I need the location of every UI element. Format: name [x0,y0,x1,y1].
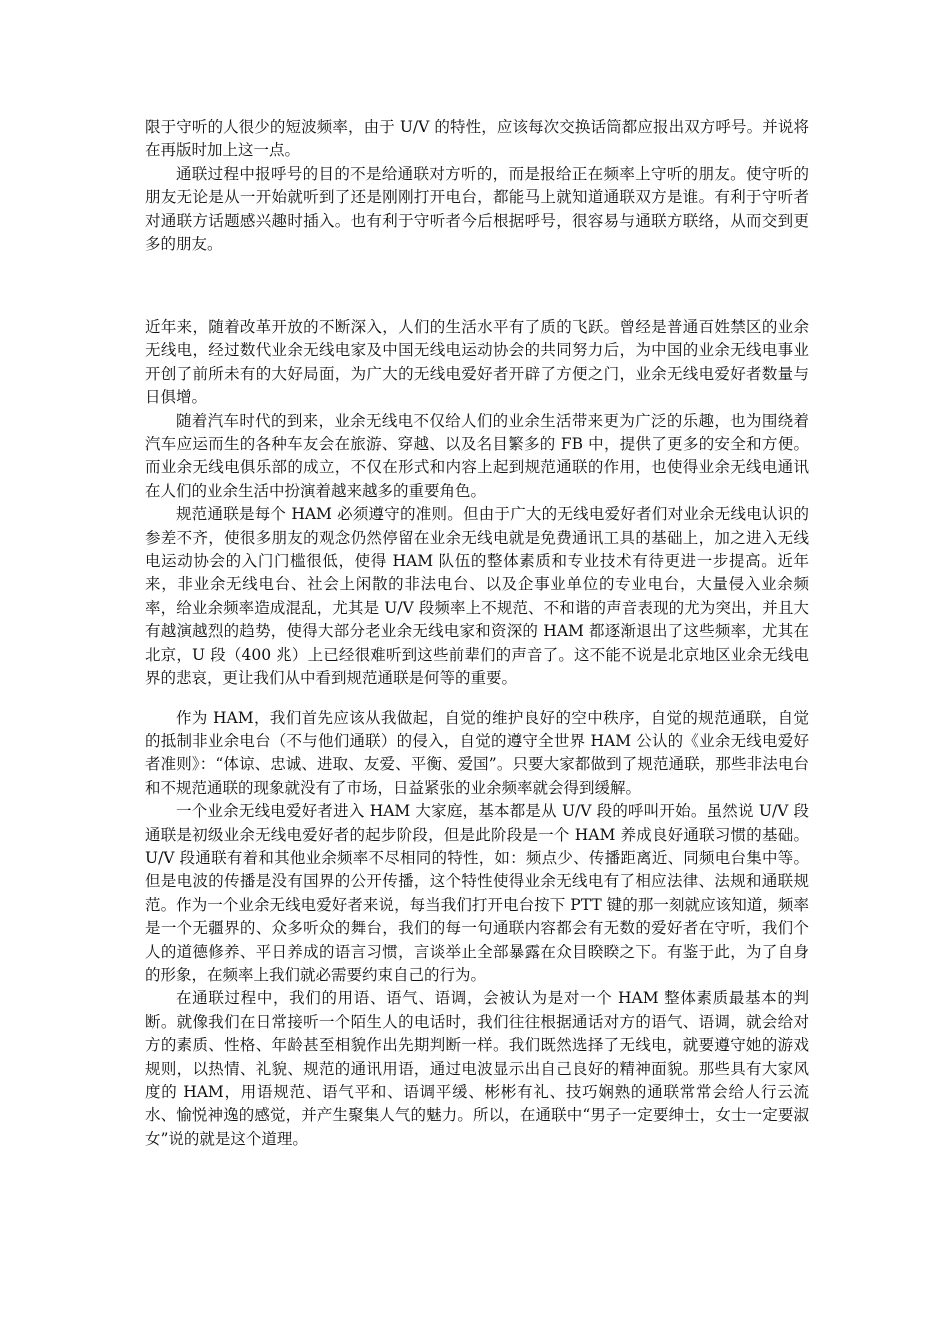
intro-paragraph-2: 通联过程中报呼号的目的不是给通联对方听的，而是报给正在频率上守听的朋友。使守听的朋友无论是从一开始就听到了还是刚刚打开电台，都能马上就知道通联双方是谁。有利于守听者对通联方话题感兴趣时插入。也有利于守听者今后根据呼号，很容易与通联方联络，从而交到更多的朋友。 [145,164,809,254]
body-paragraph-6: 在通联过程中，我们的用语、语气、语调，会被认为是对一个 HAM 整体素质最基本的判断。就像我们在日常接听一个陌生人的电话时，我们往往根据通话对方的语气、语调，就会给对方的素质、性格、年龄甚至相貌作出先期判断一样。我们既然选择了无线电，就要遵守她的游戏规则，以热情、礼貌、规范的通讯用语，通过电波显示出自己良好的精神面貌。那些具有大家风度的 HAM，用语规范、语气平和、语调平缓、彬彬有礼、技巧娴熟的通联常常会给人行云流水、愉悦神逸的感觉，并产生聚集人气的魅力。所以，在通联中“男子一定要绅士，女士一定要淑女”说的就是这个道理。 [145,989,809,1148]
intro-paragraph-1: 限于守听的人很少的短波频率，由于 U/V 的特性，应该每次交换话筒都应报出双方呼号。并说将在再版时加上这一点。 [145,118,809,160]
body-section [145,316,809,1151]
intro-section [145,116,809,256]
body-paragraph-1: 近年来，随着改革开放的不断深入，人们的生活水平有了质的飞跃。曾经是普通百姓禁区的业余无线电，经过数代业余无线电家及中国无线电运动协会的共同努力后，为中国的业余无线电事业开创了前所未有的大好局面，为广大的无线电爱好者开辟了方便之门，业余无线电爱好者数量与日俱增。 [145,318,809,407]
body-paragraph-4: 作为 HAM，我们首先应该从我做起，自觉的维护良好的空中秩序，自觉的规范通联，自觉的抵制非业余电台（不与他们通联）的侵入，自觉的遵守全世界 HAM 公认的《业余无线电爱好者准则》：“体谅、忠诚、进取、友爱、平衡、爱国”。只要大家都做到了规范通联，那些非法电台和不规范通联的现象就没有了市场，日益紧张的业余频率就会得到缓解。 [145,708,809,797]
body-paragraph-3: 规范通联是每个 HAM 必须遵守的准则。但由于广大的无线电爱好者们对业余无线电认识的参差不齐，使很多朋友的观念仍然停留在业余无线电就是免费通讯工具的基础上，加之进入无线电运动协会的入门门槛很低，使得 HAM 队伍的整体素质和专业技术有待更进一步提高。近年来，非业余无线电台、社会上闲散的非法电台、以及企事业单位的专业电台，大量侵入业余频率，给业余频率造成混乱，尤其是 U/V 段频率上不规范、不和谐的声音表现的尤为突出，并且大有越演越烈的趋势，使得大部分老业余无线电家和资深的 HAM 都逐渐退出了这些频率，尤其在北京，U 段（400 兆）上已经很难听到这些前辈们的声音了。这不能不说是北京地区业余无线电界的悲哀，更让我们从中看到规范通联是何等的重要。 [145,505,809,688]
body-paragraph-2: 随着汽车时代的到来，业余无线电不仅给人们的业余生活带来更为广泛的乐趣，也为围绕着汽车应运而生的各种车友会在旅游、穿越、以及名目繁多的 FB 中，提供了更多的安全和方便。而业余无线电俱乐部的成立，不仅在形式和内容上起到规范通联的作用，也使得业余无线电通讯在人们的业余生活中扮演着越来越多的重要角色。 [145,411,809,500]
body-paragraph-5: 一个业余无线电爱好者进入 HAM 大家庭，基本都是从 U/V 段的呼叫开始。虽然说 U/V 段通联是初级业余无线电爱好者的起步阶段，但是此阶段是一个 HAM 养成良好通联习惯的基础。U/V 段通联有着和其他业余频率不尽相同的特性，如：频点少、传播距离近、同频电台集中等。但是电波的传播是没有国界的公开传播，这个特性使得业余无线电有了相应法律、法规和通联规范。作为一个业余无线电爱好者来说，每当我们打开电台按下 PTT 键的那一刻就应该知道，频率是一个无疆界的、众多听众的舞台，我们的每一句通联内容都会有无数的爱好者在守听，我们个人的道德修养、平日养成的语言习惯，言谈举止全部暴露在众目睽睽之下。有鉴于此，为了自身的形象，在频率上我们就必需要约束自己的行为。 [145,802,809,984]
